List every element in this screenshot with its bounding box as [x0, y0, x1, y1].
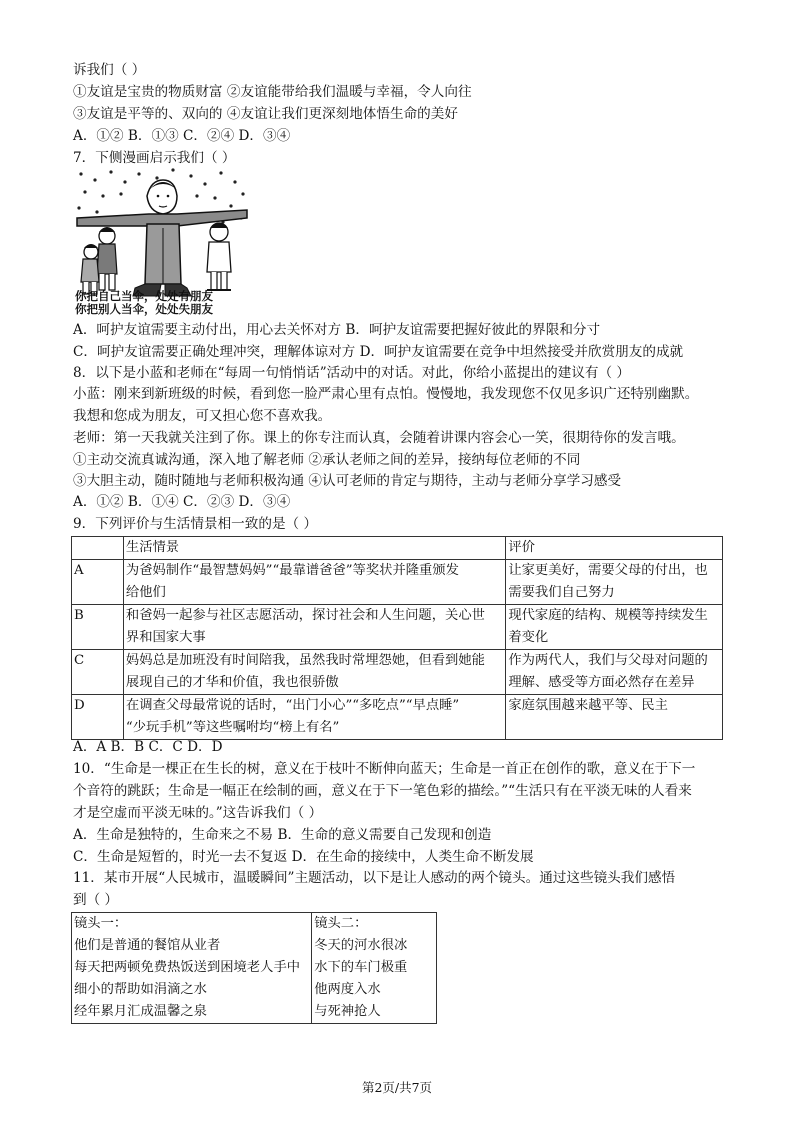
q10-line3: 才是空虚而平淡无味的。”这告诉我们（ ） [73, 805, 323, 821]
q6-stem-tail: 诉我们（ ） [73, 62, 146, 78]
q8-xiaolan-line2: 我想和您成为朋友，可又担心您不喜欢我。 [73, 408, 332, 424]
q6-options-line2: ③友谊是平等的、双向的 ④友谊让我们更深刻地体悟生命的美好 [73, 106, 458, 122]
evaluation-cell: 作为两代人，我们与父母对问题的 理解、感受等方面必然存在差异 [506, 650, 723, 695]
q10-line2: 个音符的跳跃；生命是一幅正在绘制的画，意义在于下一笔色彩的描绘。”“生活只有在平淡无味的人看来 [73, 783, 692, 799]
q8-answers: A．①② B．①④ C．②③ D．③④ [73, 494, 291, 510]
row-label: C [72, 650, 124, 695]
evaluation-cell: 让家更美好，需要父母的付出，也 需要我们自己努力 [506, 560, 723, 605]
table-header-cell: 评价 [506, 537, 723, 560]
table-row [72, 650, 723, 695]
cartoon-caption-line2: 你把别人当伞，处处失朋友 [75, 302, 213, 316]
q10-options-line2: C．生命是短暂的，时光一去不复返 D．在生命的接续中，人类生命不断发展 [73, 849, 534, 865]
evaluation-cell: 现代家庭的结构、规模等持续发生 着变化 [506, 605, 723, 650]
q8-options-line1: ①主动交流真诚沟通，深入地了解老师 ②承认老师之间的差异，接纳每位老师的不同 [73, 452, 581, 468]
table-header-row [72, 537, 723, 560]
table-row [72, 605, 723, 650]
table-header-cell [72, 537, 124, 560]
shot-one-cell: 镜头一： 他们是普通的餐馆从业者 每天把两顿免费热饭送到困境老人手中 细小的帮助如涓滴之水 经年累月汇成温馨之泉 [72, 913, 312, 1024]
friendship-umbrella-cartoon [73, 166, 249, 318]
q9-answers: A．A B．B C．C D．D [73, 739, 223, 755]
cartoon-caption-line1: 你把自己当伞，处处有朋友 [75, 289, 213, 303]
q7-options-line1: A．呵护友谊需要主动付出，用心去关怀对方 B．呵护友谊需要把握好彼此的界限和分寸 [73, 322, 601, 338]
q6-answers: A．①② B．①③ C．②④ D．③④ [73, 128, 291, 144]
table-header-cell: 生活情景 [123, 537, 505, 560]
q10-options-line1: A．生命是独特的，生命来之不易 B．生命的意义需要自己发现和创造 [73, 827, 492, 843]
q8-teacher: 老师：第一天我就关注到了你。课上的你专注而认真，会随着讲课内容会心一笑，很期待你的发言哦。 [73, 430, 685, 446]
q6-options-line1: ①友谊是宝贵的物质财富 ②友谊能带给我们温暖与幸福，令人向往 [73, 84, 472, 100]
scene-cell: 妈妈总是加班没有时间陪我，虽然我时常埋怨她，但看到她能 展现自己的才华和价值，我也很骄傲 [123, 650, 505, 695]
page-number: 第2页/共7页 [361, 1080, 433, 1095]
row-label: D [72, 695, 124, 740]
row-label: B [72, 605, 124, 650]
q11-line1: 11．某市开展“人民城市，温暖瞬间”主题活动，以下是让人感动的两个镜头。通过这些镜头我们感悟 [73, 870, 676, 886]
row-label: A [72, 560, 124, 605]
scene-cell: 在调查父母最常说的话时，“出门小心”“多吃点”“早点睡” “少玩手机”等这些嘱咐均“榜上有名” [123, 695, 505, 740]
q11-table [71, 912, 437, 1024]
shot-two-cell: 镜头二： 冬天的河水很冰 水下的车门极重 他两度入水 与死神抢人 [312, 913, 437, 1024]
q10-line1: 10．“生命是一棵正在生长的树，意义在于枝叶不断伸向蓝天；生命是一首正在创作的歌，意义在于下一 [73, 761, 696, 777]
q8-xiaolan-line1: 小蓝：刚来到新班级的时候，看到您一脸严肃心里有点怕。慢慢地，我发现您不仅见多识广还特别幽默。 [73, 386, 699, 402]
q8-stem: 8．以下是小蓝和老师在“每周一句悄悄话”活动中的对话。对此，你给小蓝提出的建议有（ ） [73, 365, 631, 381]
q11-line2: 到（ ） [73, 892, 119, 908]
q9-table [71, 536, 723, 740]
table-row [72, 695, 723, 740]
q8-options-line2: ③大胆主动，随时随地与老师积极沟通 ④认可老师的肯定与期待，主动与老师分享学习感受 [73, 473, 622, 489]
table-row [72, 913, 437, 1024]
q9-stem: 9．下列评价与生活情景相一致的是（ ） [73, 516, 318, 532]
scene-cell: 为爸妈制作“最智慧妈妈”“最靠谱爸爸”等奖状并隆重颁发 给他们 [123, 560, 505, 605]
evaluation-cell: 家庭氛围越来越平等、民主 [506, 695, 723, 740]
q7-stem: 7．下侧漫画启示我们（ ） [73, 150, 236, 166]
table-row [72, 560, 723, 605]
scene-cell: 和爸妈一起参与社区志愿活动，探讨社会和人生问题，关心世 界和国家大事 [123, 605, 505, 650]
q7-options-line2: C．呵护友谊需要正确处理冲突，理解体谅对方 D．呵护友谊需要在竞争中坦然接受并欣赏朋友的成就 [73, 344, 684, 360]
